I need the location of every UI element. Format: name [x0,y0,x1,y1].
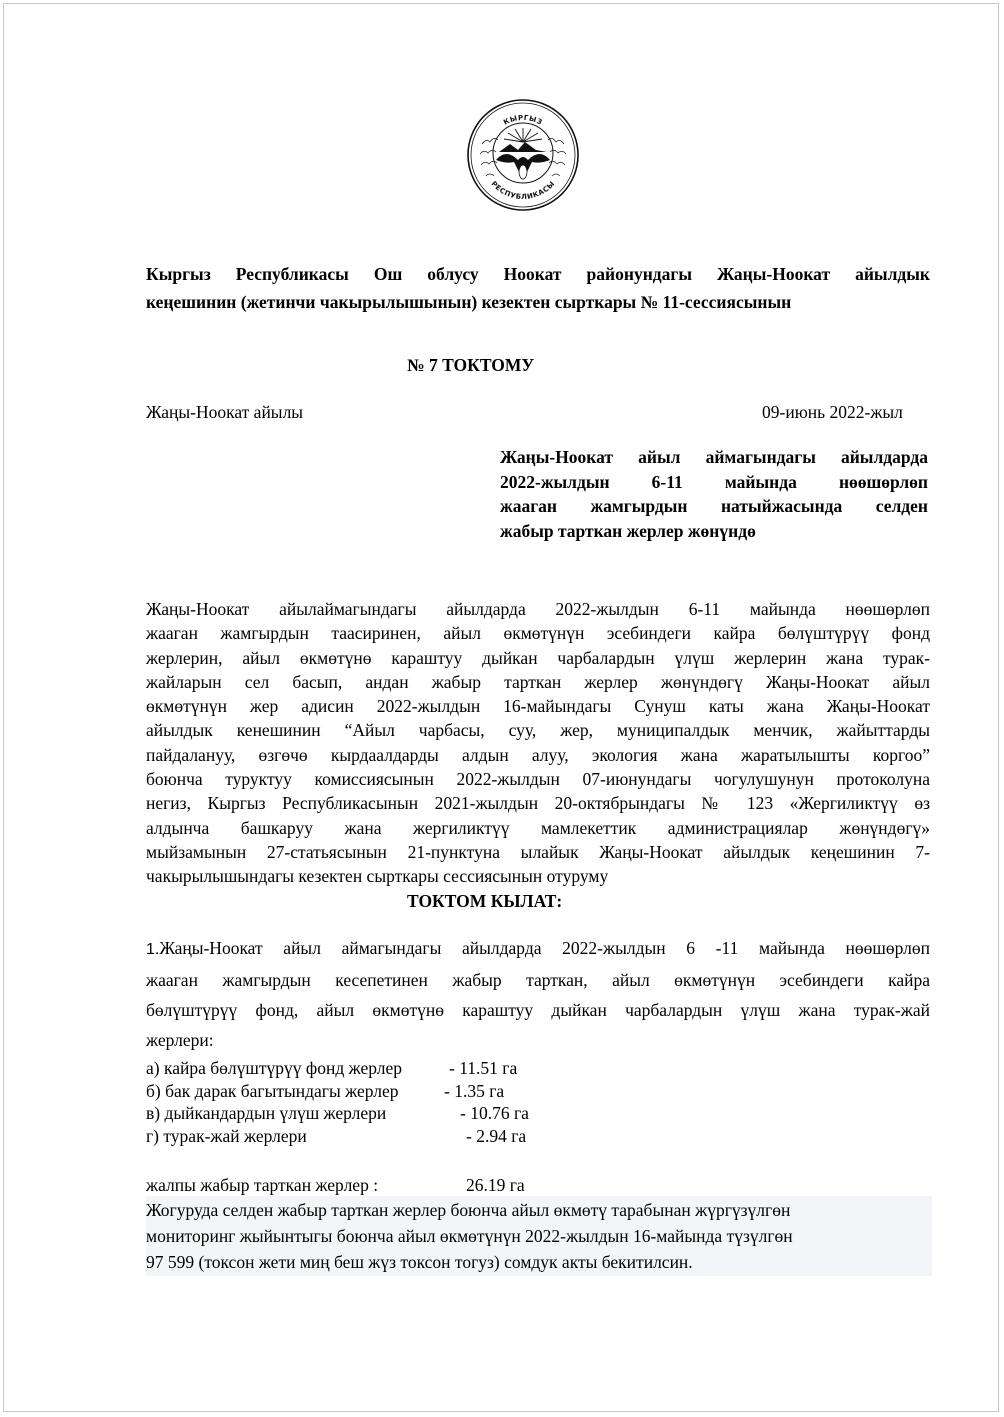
list-item [146,1080,529,1103]
preamble-line: жааган жамгырдын таасиринен, айыл өкмөтүнүн эсебиндеги кайра бөлүштүрүү фонд [146,623,930,644]
final-line: Жогуруда селден жабыр тарткан жерлер боюнча айыл өкмөтү тарабынан жүргүзүлгөн [146,1200,791,1220]
final-line: мониторинг жыйынтыгы боюнча айыл өкмөтүнүн 2022-жылдын 16-майында түзүлгөн [146,1226,793,1246]
item-1-line: бөлүштүрүү фонд, айыл өкмөтүнө караштуу дыйкан чарбалардын үлүш жана турак-жай [146,1000,930,1020]
state-emblem-icon [466,98,580,212]
total-value: 26.19 га [466,1175,525,1195]
list-item-value: - 1.35 га [444,1080,505,1101]
damaged-land-list [146,1057,529,1147]
date-of-issue: 09-июнь 2022-жыл [762,402,903,422]
list-item-label: а) кайра бөлүштүрүү фонд жерлер [146,1058,402,1078]
resolution-subject [500,445,928,543]
document-heading [146,260,930,316]
resolution-title: № 7 ТОКТОМУ [407,355,535,375]
final-paragraph [146,1197,793,1275]
total-label: жалпы жабыр тарткан жерлер : [146,1175,379,1195]
subject-line: жааган жамгырдын натыйжасында селден [500,496,928,516]
item-1-paragraph [146,933,930,1055]
preamble-line: мыйзамынын 27-статьясынын 21-пунктуна ылайык Жаңы-Ноокат айылдык кеңешинин 7- [146,841,930,862]
place-of-issue: Жаңы-Ноокат айылы [146,402,304,422]
final-line: 97 599 (токсон жети миң беш жүз токсон тогуз) сомдук акты бекитилсин. [146,1252,693,1272]
resolves-heading: ТОКТОМ КЫЛАТ: [407,891,563,911]
list-item-value: - 10.76 га [460,1103,529,1123]
list-item [146,1125,529,1148]
total-damaged-land [146,1173,525,1197]
list-item-value: - 2.94 га [466,1125,527,1146]
list-item-value: - 11.51 га [449,1058,518,1078]
list-item-label: б) бак дарак багытындагы жерлер [146,1080,399,1101]
preamble-line: чакырылышындагы кезектен сырткары сессиясынын отуруму [146,866,609,887]
preamble-line: жайларын сел басып, андан жабыр тарткан жерлер жөнүндөгү Жаңы-Ноокат айыл [146,671,930,692]
list-item-label: в) дыйкандардын үлүш жерлери [146,1103,387,1123]
heading-line-2: кеңешинин (жетинчи чакырылышынын) кезектен сырткары № 11-сессиясынын [146,292,792,312]
preamble-line: айылдык кенешинин “Айыл чарбасы, суу, жер, муниципалдык менчик, жайыттарды [146,720,930,741]
item-1-line: жерлери: [146,1030,214,1050]
preamble-line: алдынча башкаруу жана жергиликтүү мамлекеттик администрациялар жөнүндөгү» [146,817,930,838]
subject-line: жабыр тарткан жерлер жөнүндө [500,520,756,541]
list-item-label: г) турак-жай жерлери [146,1125,307,1146]
preamble-line: өкмөтүнүн жер адисин 2022-жылдын 16-майындагы Сунуш каты жана Жаңы-Ноокат [146,696,930,717]
heading-line-1: Кыргыз Республикасы Ош облусу Ноокат районундагы Жаңы-Ноокат айылдык [146,264,930,284]
preamble-paragraph [146,597,930,889]
preamble-line: Жаңы-Ноокат айылаймагындагы айылдарда 2022-жылдын 6-11 майында нөөшөрлөп [146,599,930,619]
list-item [146,1057,529,1080]
subject-line: 2022-жылдын 6-11 майында нөөшөрлөп [500,471,928,492]
item-1-number: 1. [146,941,160,958]
item-1-line: жааган жамгырдын кесепетинен жабыр тарткан, айыл өкмөтүнүн эсебиндеги кайра [146,970,930,990]
preamble-line: негиз, Кыргыз Республикасынын 2021-жылдын 20-октябрындагы № 123 «Жергиликтүү өз [146,793,930,814]
preamble-line: боюнча туруктуу комиссиясынын 2022-жылдын 07-июнундагы чогулушунун протоколуна [146,769,930,790]
emblem-top-text: КЫРГЫЗ [502,113,544,127]
preamble-line: жерлерин, айыл өкмөтүнө караштуу дыйкан чарбалардын үлүш жерлерин жана турак- [146,647,930,668]
emblem-bottom-text: РЕСПУБЛИКАСЫ [489,179,557,202]
list-item [146,1102,529,1125]
subject-line: Жаңы-Ноокат айыл аймагындагы айылдарда [500,447,928,467]
item-1-line: 1.Жаңы-Ноокат айыл аймагындагы айылдарда 2022-жылдын 6 -11 майында нөөшөрлөп [146,938,930,958]
preamble-line: пайдалануу, өзгөчө кырдаалдарды алдын алуу, экология жана жаратылышты коргоо” [146,744,930,765]
